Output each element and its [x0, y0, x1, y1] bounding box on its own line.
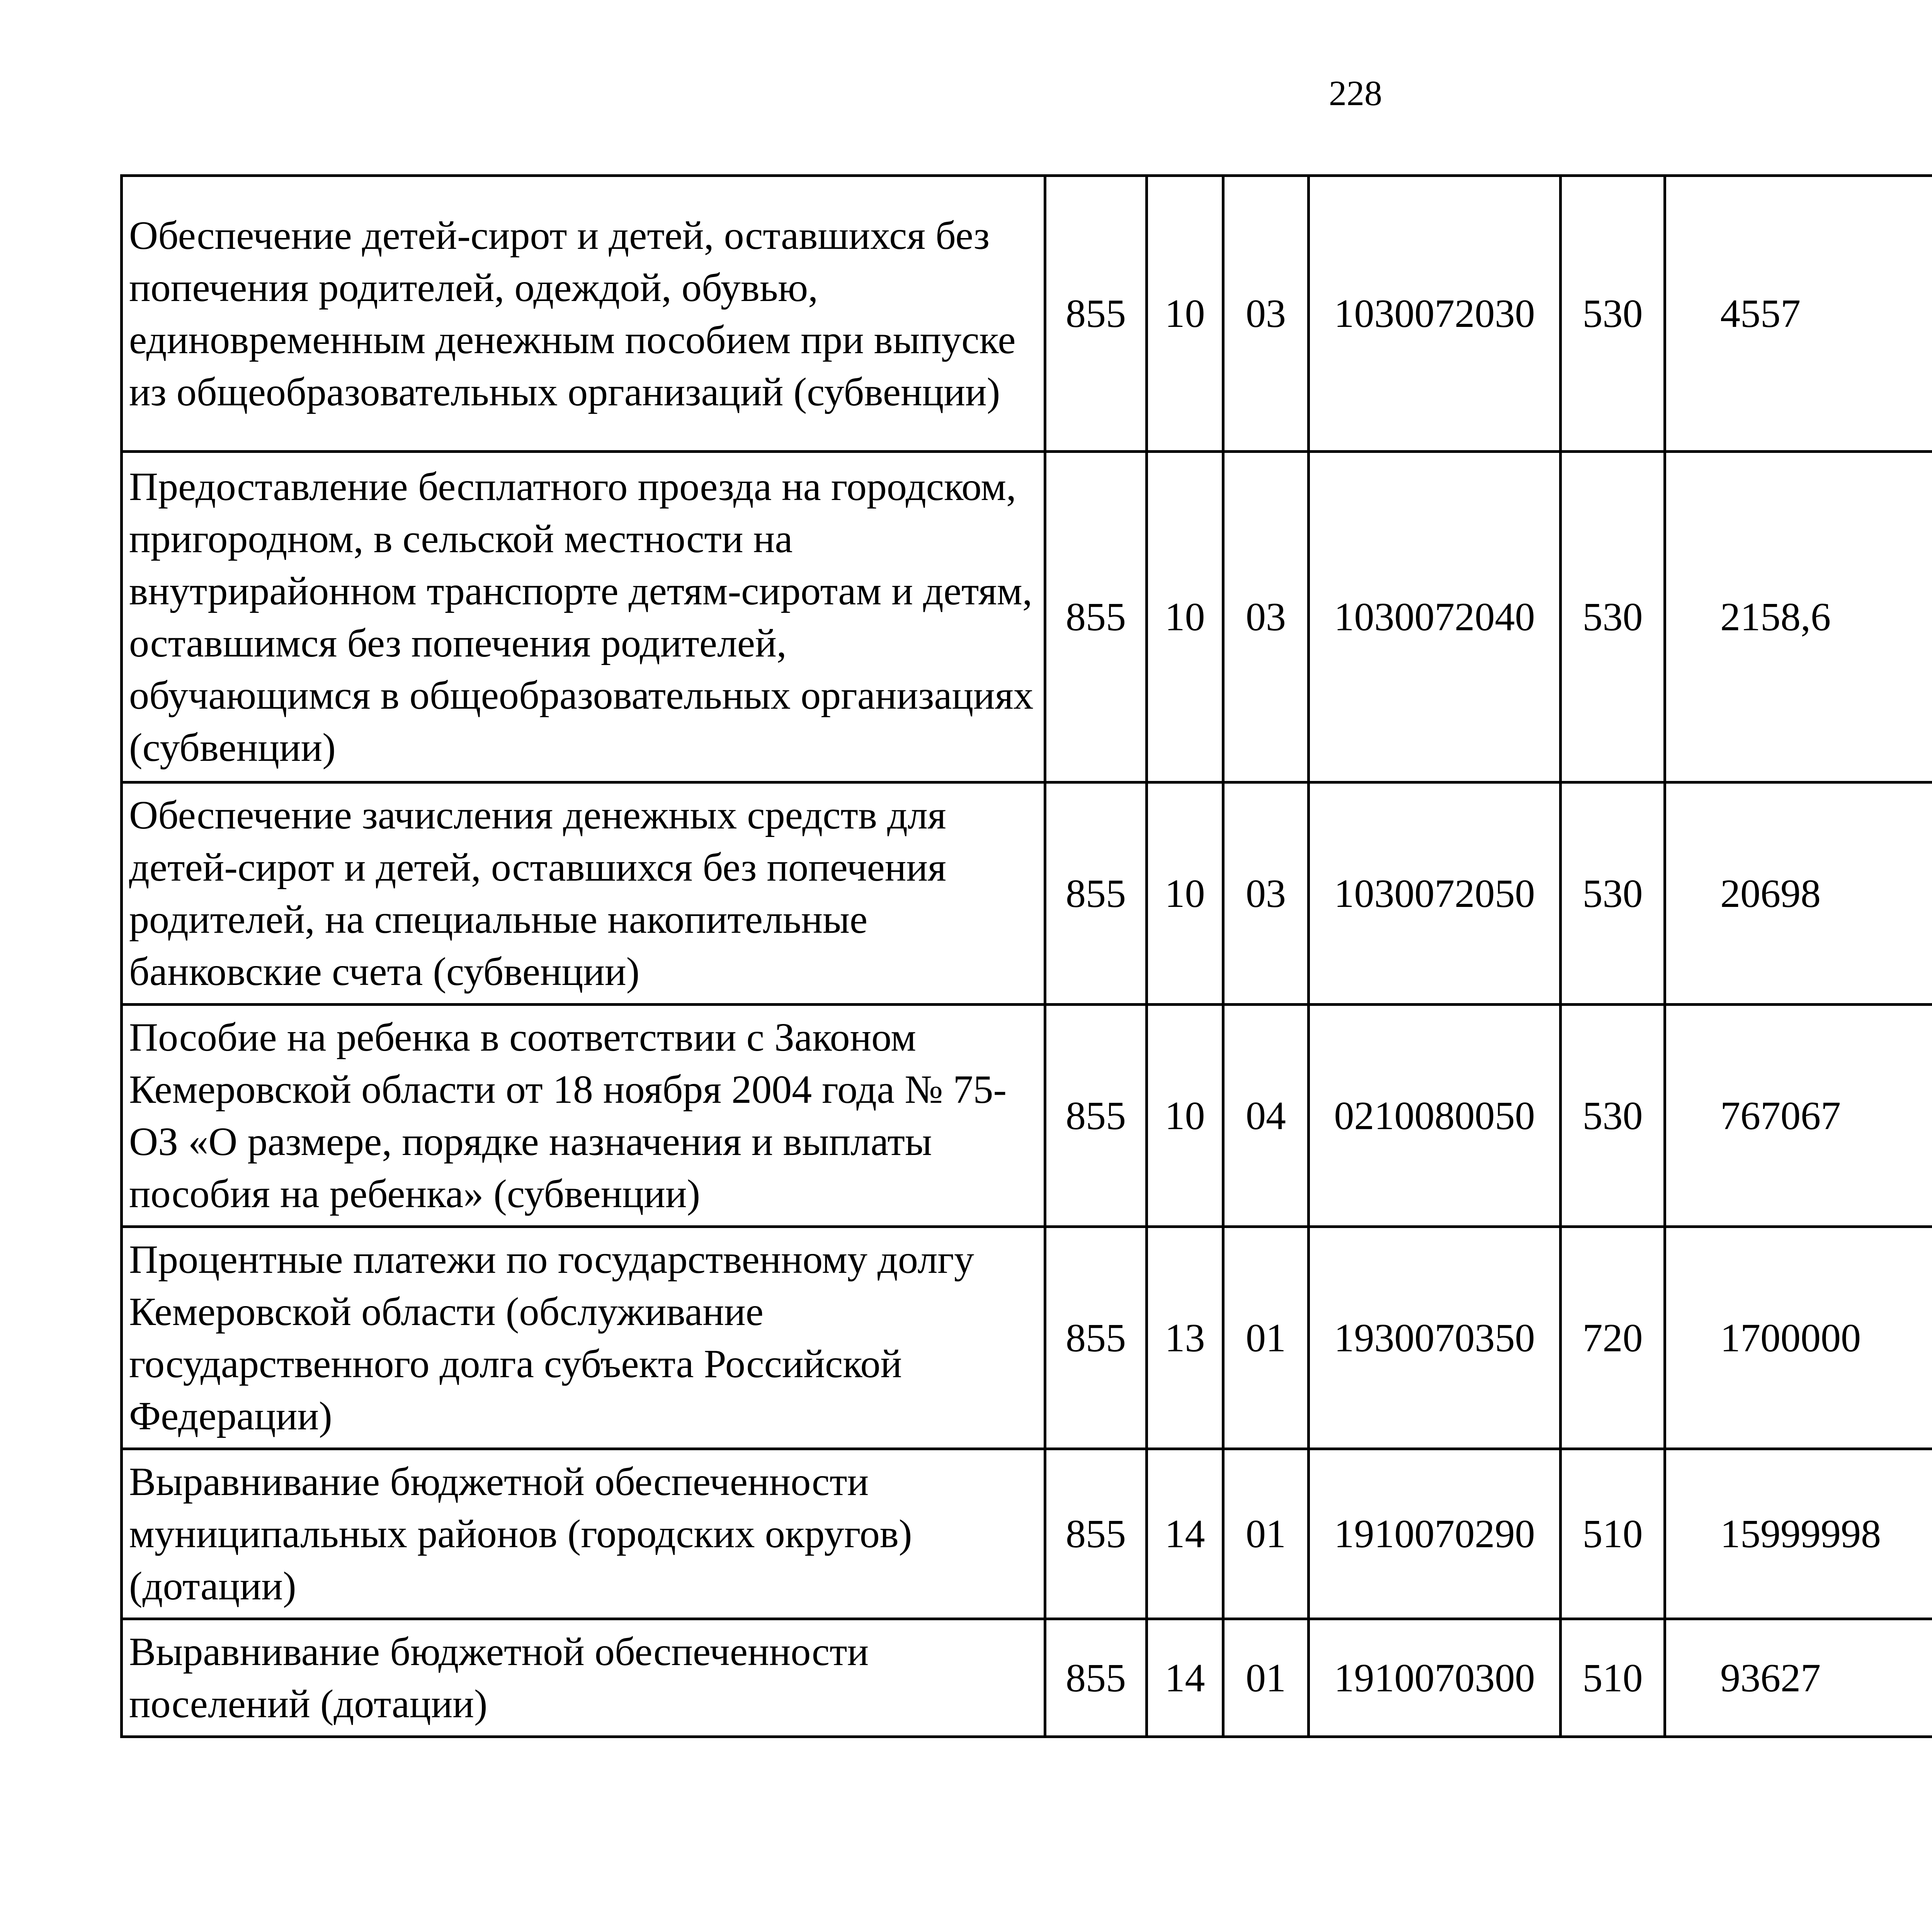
- amount-year1-cell: 4557: [1665, 176, 1932, 452]
- expense-name-cell: Пособие на ребенка в соответствии с Законом Кемеровской области от 18 ноября 2004 года № 75-ОЗ «О размере, порядке назначения и выплаты пособия на ребенка» (субвенции): [122, 1005, 1045, 1227]
- subsection-code-cell: 01: [1223, 1227, 1309, 1449]
- expense-name-cell: Обеспечение детей-сирот и детей, оставшихся без попечения родителей, одеждой, обувью, единовременным денежным пособием при выпуске из общеобразовательных организаций (субвенции): [122, 176, 1045, 452]
- subsection-code-cell: 01: [1223, 1449, 1309, 1619]
- ministry-code-cell: 855: [1045, 1227, 1147, 1449]
- expense-name-cell: Выравнивание бюджетной обеспеченности поселений (дотации): [122, 1619, 1045, 1737]
- ministry-code-cell: 855: [1045, 452, 1147, 782]
- target-article-cell: 1930070350: [1309, 1227, 1561, 1449]
- subsection-code-cell: 04: [1223, 1005, 1309, 1227]
- table-row: [122, 1005, 1932, 1227]
- amount-year1-cell: 93627: [1665, 1619, 1932, 1737]
- section-code-cell: 14: [1147, 1449, 1223, 1619]
- expense-type-cell: 530: [1561, 1005, 1665, 1227]
- table-row: [122, 1227, 1932, 1449]
- expense-type-cell: 530: [1561, 782, 1665, 1005]
- expense-type-cell: 510: [1561, 1619, 1665, 1737]
- ministry-code-cell: 855: [1045, 1449, 1147, 1619]
- section-code-cell: 13: [1147, 1227, 1223, 1449]
- expense-type-cell: 510: [1561, 1449, 1665, 1619]
- section-code-cell: 14: [1147, 1619, 1223, 1737]
- expense-name-cell: Выравнивание бюджетной обеспеченности муниципальных районов (городских округов) (дотации): [122, 1449, 1045, 1619]
- ministry-code-cell: 855: [1045, 1619, 1147, 1737]
- expense-type-cell: 530: [1561, 452, 1665, 782]
- table-row: [122, 452, 1932, 782]
- table-body: [122, 176, 1932, 1737]
- section-code-cell: 10: [1147, 176, 1223, 452]
- target-article-cell: 1910070300: [1309, 1619, 1561, 1737]
- table-row: [122, 1449, 1932, 1619]
- ministry-code-cell: 855: [1045, 782, 1147, 1005]
- section-code-cell: 10: [1147, 782, 1223, 1005]
- expense-type-cell: 720: [1561, 1227, 1665, 1449]
- subsection-code-cell: 03: [1223, 452, 1309, 782]
- budget-table: [120, 174, 1932, 1738]
- expense-name-cell: Обеспечение зачисления денежных средств для детей-сирот и детей, оставшихся без попечения родителей, на специальные накопительные банковские счета (субвенции): [122, 782, 1045, 1005]
- target-article-cell: 1910070290: [1309, 1449, 1561, 1619]
- table-row: [122, 782, 1932, 1005]
- target-article-cell: 1030072050: [1309, 782, 1561, 1005]
- target-article-cell: 1030072040: [1309, 452, 1561, 782]
- ministry-code-cell: 855: [1045, 176, 1147, 452]
- amount-year1-cell: 767067: [1665, 1005, 1932, 1227]
- amount-year1-cell: 15999998: [1665, 1449, 1932, 1619]
- page-number: 228: [1329, 73, 1382, 113]
- target-article-cell: 1030072030: [1309, 176, 1561, 452]
- section-code-cell: 10: [1147, 1005, 1223, 1227]
- ministry-code-cell: 855: [1045, 1005, 1147, 1227]
- expense-type-cell: 530: [1561, 176, 1665, 452]
- table-row: [122, 176, 1932, 452]
- expense-name-cell: Процентные платежи по государственному долгу Кемеровской области (обслуживание государственного долга субъекта Российской Федерации): [122, 1227, 1045, 1449]
- amount-year1-cell: 1700000: [1665, 1227, 1932, 1449]
- subsection-code-cell: 03: [1223, 782, 1309, 1005]
- expense-name-cell: Предоставление бесплатного проезда на городском, пригородном, в сельской местности на внутрирайонном транспорте детям-сиротам и детям, оставшимся без попечения родителей, обучающимся в общеобразовательных организациях (субвенции): [122, 452, 1045, 782]
- amount-year1-cell: 2158,6: [1665, 452, 1932, 782]
- amount-year1-cell: 20698: [1665, 782, 1932, 1005]
- table-row: [122, 1619, 1932, 1737]
- section-code-cell: 10: [1147, 452, 1223, 782]
- target-article-cell: 0210080050: [1309, 1005, 1561, 1227]
- subsection-code-cell: 01: [1223, 1619, 1309, 1737]
- subsection-code-cell: 03: [1223, 176, 1309, 452]
